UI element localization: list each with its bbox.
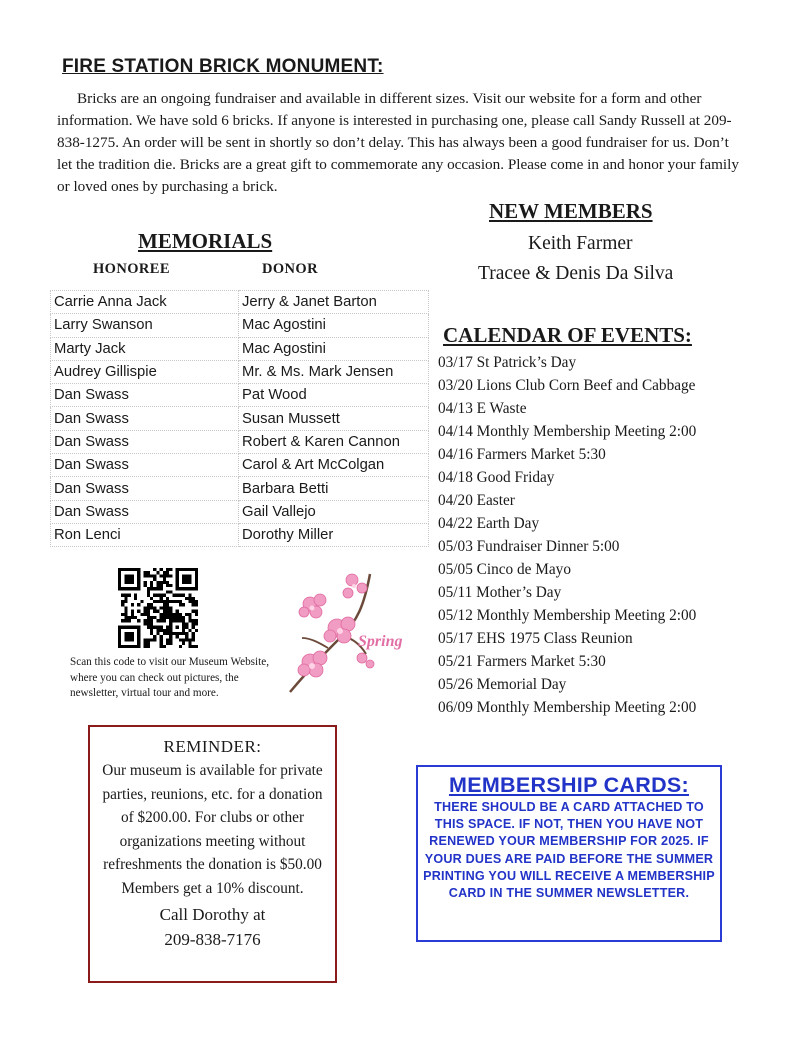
honoree-cell: Marty Jack	[51, 337, 239, 360]
table-row	[51, 430, 429, 453]
calendar-event: 05/26 Memorial Day	[438, 676, 567, 693]
brick-section-title: FIRE STATION BRICK MONUMENT:	[62, 56, 384, 77]
memorials-table	[50, 290, 429, 547]
membership-cards-box	[416, 765, 722, 942]
donor-cell: Robert & Karen Cannon	[239, 430, 429, 453]
calendar-event: 05/17 EHS 1975 Class Reunion	[438, 630, 633, 647]
honoree-cell: Carrie Anna Jack	[51, 291, 239, 314]
honoree-cell: Dan Swass	[51, 477, 239, 500]
reminder-title: REMINDER:	[163, 737, 262, 756]
honoree-cell: Audrey Gillispie	[51, 360, 239, 383]
calendar-event: 03/20 Lions Club Corn Beef and Cabbage	[438, 377, 696, 394]
calendar-event: 04/20 Easter	[438, 492, 515, 509]
table-row	[51, 337, 429, 360]
donor-cell: Susan Mussett	[239, 407, 429, 430]
donor-cell: Mr. & Ms. Mark Jensen	[239, 360, 429, 383]
new-member-name: Keith Farmer	[528, 233, 633, 254]
donor-cell: Jerry & Janet Barton	[239, 291, 429, 314]
table-row	[51, 407, 429, 430]
table-row	[51, 523, 429, 546]
reminder-box	[88, 725, 337, 983]
reminder-call: Call Dorothy at	[159, 905, 266, 924]
table-row	[51, 477, 429, 500]
honoree-cell: Larry Swanson	[51, 314, 239, 337]
honoree-cell: Dan Swass	[51, 500, 239, 523]
donor-column-header: DONOR	[262, 261, 318, 277]
table-row	[51, 314, 429, 337]
reminder-phone: 209-838-7176	[164, 930, 261, 949]
membership-cards-title: MEMBERSHIP CARDS:	[448, 773, 690, 797]
donor-cell: Carol & Art McColgan	[239, 454, 429, 477]
calendar-event: 04/22 Earth Day	[438, 515, 540, 532]
calendar-event: 04/18 Good Friday	[438, 469, 555, 486]
calendar-event: 05/03 Fundraiser Dinner 5:00	[438, 538, 620, 555]
calendar-event: 05/05 Cinco de Mayo	[438, 561, 571, 578]
new-members-title: NEW MEMBERS	[489, 199, 653, 223]
honoree-cell: Dan Swass	[51, 454, 239, 477]
calendar-event: 05/11 Mother’s Day	[438, 584, 562, 601]
table-row	[51, 291, 429, 314]
qr-caption: Scan this code to visit our Museum Website, where you can check out pictures, the newsletter, virtual tour and more.	[70, 656, 270, 699]
honoree-cell: Dan Swass	[51, 407, 239, 430]
table-row	[51, 384, 429, 407]
calendar-event: 04/14 Monthly Membership Meeting 2:00	[438, 423, 697, 440]
donor-cell: Dorothy Miller	[239, 523, 429, 546]
brick-section-text: Bricks are an ongoing fundraiser and available in different sizes. Visit our website for a form and other information. We have sold 6 bricks. If anyone is interested in purchasing one, please call Sandy Russell at 209-838-1275. An order will be sent in shortly so don’t delay. This has always been a good fundraiser for us. Don’t let the tradition die. Bricks are a great gift to commemorate any occasion. Please come in and honor your family or loved ones by purchasing a brick.	[57, 90, 739, 195]
reminder-text: Our museum is available for private parties, reunions, etc. for a donation of $200.00. For clubs or other organizations meeting without refreshments the donation is $50.00 Members get a 10% discount.	[102, 762, 323, 897]
donor-cell: Gail Vallejo	[239, 500, 429, 523]
new-member-name: Tracee & Denis Da Silva	[478, 263, 674, 284]
honoree-cell: Dan Swass	[51, 430, 239, 453]
calendar-event: 05/21 Farmers Market 5:30	[438, 653, 606, 670]
table-row	[51, 360, 429, 383]
memorials-title: MEMORIALS	[138, 229, 273, 253]
calendar-event: 04/13 E Waste	[438, 400, 527, 417]
donor-cell: Mac Agostini	[239, 314, 429, 337]
table-row	[51, 454, 429, 477]
calendar-event: 04/16 Farmers Market 5:30	[438, 446, 606, 463]
calendar-event: 06/09 Monthly Membership Meeting 2:00	[438, 699, 697, 716]
honoree-column-header: HONOREE	[93, 261, 170, 277]
spring-label: Spring	[358, 633, 403, 650]
calendar-event: 05/12 Monthly Membership Meeting 2:00	[438, 607, 697, 624]
honoree-cell: Ron Lenci	[51, 523, 239, 546]
honoree-cell: Dan Swass	[51, 384, 239, 407]
table-row	[51, 500, 429, 523]
calendar-event: 03/17 St Patrick’s Day	[438, 354, 577, 371]
membership-cards-text: THERE SHOULD BE A CARD ATTACHED TO THIS SPACE. IF NOT, THEN YOU HAVE NOT RENEWED YOUR MEMBERSHIP FOR 2025. IF YOUR DUES ARE PAID BEFORE THE SUMMER PRINTING YOU WILL RECEIVE A MEMBERSHIP CARD IN THE SUMMER NEWSLETTER.	[423, 800, 715, 901]
donor-cell: Mac Agostini	[239, 337, 429, 360]
cherry-blossom-icon	[282, 566, 420, 696]
donor-cell: Barbara Betti	[239, 477, 429, 500]
qr-code-icon[interactable]	[118, 568, 198, 648]
donor-cell: Pat Wood	[239, 384, 429, 407]
calendar-title: CALENDAR OF EVENTS:	[443, 323, 692, 347]
calendar-events-list	[438, 351, 696, 719]
